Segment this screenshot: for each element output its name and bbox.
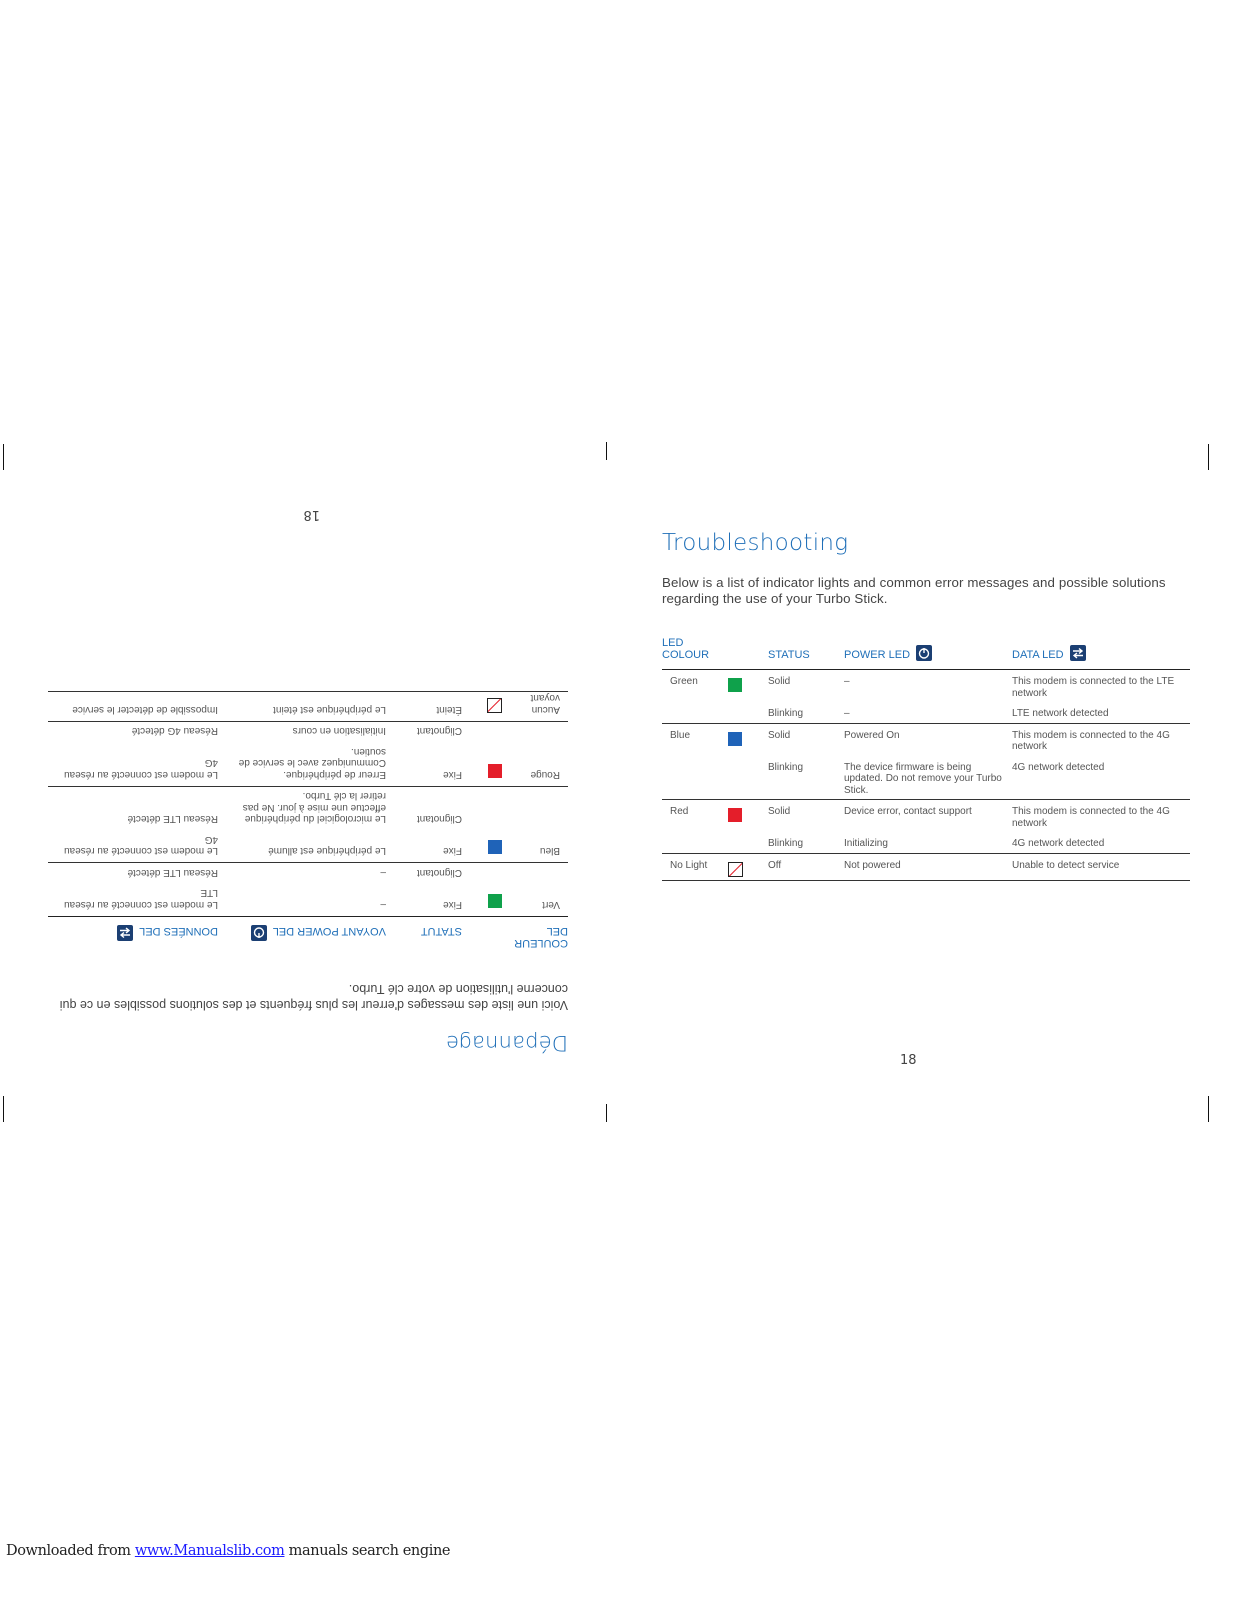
- status-cell: Clignotant: [386, 863, 462, 884]
- table-row: [48, 863, 568, 884]
- blue-swatch: [728, 732, 742, 746]
- power-cell: Not powered: [844, 853, 1012, 881]
- data-cell: Réseau LTE détecté: [48, 787, 218, 831]
- no-light-swatch: [487, 698, 502, 713]
- table-row: [662, 853, 1190, 881]
- table-row: [48, 831, 568, 864]
- page-number: 18: [303, 507, 320, 522]
- table-row: [662, 832, 1190, 853]
- data-cell: This modem is connected to the 4G network: [1012, 806, 1170, 829]
- page-number: 18: [900, 1053, 917, 1068]
- crop-mark: [3, 444, 4, 470]
- data-cell: Le modem est connecté au réseau 4G: [64, 757, 218, 780]
- data-cell: LTE network detected: [1012, 702, 1190, 723]
- data-cell: This modem is connected to the 4G network: [1012, 729, 1170, 752]
- header-led-colour: COULEUR DEL: [514, 925, 568, 949]
- power-cell: Device error, contact support: [844, 806, 972, 817]
- power-cell: Le périphérique est allumé: [268, 845, 386, 857]
- power-cell: –: [844, 702, 1012, 723]
- table-row: [48, 743, 568, 787]
- page-title: Troubleshooting: [662, 530, 849, 556]
- power-cell: –: [844, 676, 850, 687]
- table-row: [662, 723, 1190, 756]
- table-row: [662, 670, 1190, 703]
- footer-suffix: manuals search engine: [284, 1543, 451, 1559]
- status-cell: Fixe: [443, 769, 462, 780]
- status-cell: Blinking: [768, 756, 844, 800]
- colour-name: No Light: [662, 853, 728, 881]
- header-data-led: DATA LED: [1012, 649, 1064, 661]
- crop-mark: [3, 1096, 4, 1122]
- table-row: [662, 800, 1190, 833]
- table-row: [48, 787, 568, 831]
- blue-swatch: [488, 841, 502, 855]
- table-row: [48, 884, 568, 917]
- intro-text: Voici une liste des messages d'erreur les plus fréquents et des solutions possibles en ce qui concerne l'utilisation de votre clé Turbo.: [59, 982, 568, 1012]
- colour-name: Bleu: [539, 845, 560, 857]
- data-cell: Le modem est connecté au réseau 4G: [64, 834, 218, 857]
- led-table: [48, 691, 568, 949]
- data-cell: Le modem est connecté au réseau LTE: [64, 887, 218, 910]
- table-row: [662, 702, 1190, 723]
- status-cell: Blinking: [768, 832, 844, 853]
- power-cell: Le micrologiciel du périphérique effectue une mise à jour. Ne pas retirer la clé Turbo.: [218, 787, 386, 831]
- crop-mark: [1208, 444, 1209, 470]
- manualslib-link[interactable]: www.Manualslib.com: [134, 1543, 285, 1559]
- power-cell: –: [380, 899, 386, 910]
- data-cell: 4G network detected: [1012, 756, 1190, 800]
- footer: [6, 1543, 450, 1559]
- colour-name: Rouge: [530, 769, 560, 780]
- status-cell: Solid: [768, 676, 791, 687]
- data-cell: 4G network detected: [1012, 832, 1190, 853]
- no-light-swatch: [728, 862, 743, 877]
- green-swatch: [728, 678, 742, 692]
- colour-name: Blue: [670, 729, 691, 741]
- status-cell: Fixe: [443, 899, 462, 910]
- intro-text: Below is a list of indicator lights and common error messages and possible solutions regarding the use of your Turbo Stick.: [662, 575, 1166, 606]
- colour-name: Vert: [542, 899, 560, 910]
- status-cell: Solid: [768, 729, 791, 741]
- data-cell: Réseau LTE détecté: [48, 863, 218, 884]
- header-status: STATUT: [420, 925, 462, 937]
- power-cell: Initializing: [844, 832, 1012, 853]
- status-cell: Off: [768, 853, 844, 881]
- colour-name: Red: [670, 806, 689, 817]
- footer-prefix: Downloaded from: [6, 1543, 135, 1559]
- english-page: [662, 530, 1190, 1090]
- status-cell: Blinking: [768, 702, 844, 723]
- colour-name: Green: [670, 676, 698, 687]
- header-led-colour: LED COLOUR: [662, 637, 710, 661]
- table-row: [662, 756, 1190, 800]
- power-cell: Le périphérique est éteint: [218, 692, 386, 722]
- status-cell: Fixe: [443, 845, 462, 857]
- power-cell: Erreur de périphérique. Communiquez avec le service de soutien.: [238, 746, 386, 780]
- crop-mark: [606, 442, 607, 460]
- status-cell: Solid: [768, 806, 791, 817]
- page-title: Dépannage: [445, 1031, 568, 1055]
- header-status: STATUS: [768, 649, 810, 661]
- crop-mark: [606, 1104, 607, 1122]
- data-cell: This modem is connected to the LTE network: [1012, 676, 1175, 699]
- data-cell: Réseau 4G détecté: [48, 722, 218, 743]
- table-row: [48, 692, 568, 722]
- data-cell: Impossible de détecter le service: [48, 692, 218, 722]
- status-cell: Clignotant: [386, 787, 462, 831]
- power-cell: Initialisation en cours: [218, 722, 386, 743]
- header-data-led: DONNÉES DEL: [139, 925, 218, 937]
- crop-mark: [1208, 1096, 1209, 1122]
- data-transfer-icon: [117, 925, 133, 941]
- power-icon: [251, 925, 267, 941]
- status-cell: Clignotant: [386, 722, 462, 743]
- power-cell: –: [218, 863, 386, 884]
- french-page: [48, 505, 568, 1055]
- table-row: [48, 722, 568, 743]
- header-power-led: POWER LED: [844, 649, 911, 661]
- header-power-led: VOYANT POWER DEL: [272, 925, 386, 937]
- data-cell: Unable to detect service: [1012, 853, 1190, 881]
- red-swatch: [728, 808, 742, 822]
- power-cell: Powered On: [844, 729, 900, 741]
- data-transfer-icon: [1070, 645, 1086, 661]
- led-table: [662, 637, 1190, 881]
- green-swatch: [488, 894, 502, 908]
- power-cell: The device firmware is being updated. Do not remove your Turbo Stick.: [844, 756, 1012, 800]
- status-cell: Éteint: [386, 692, 462, 722]
- power-icon: [916, 645, 932, 661]
- red-swatch: [488, 764, 502, 778]
- colour-name: Aucun voyant: [502, 692, 568, 722]
